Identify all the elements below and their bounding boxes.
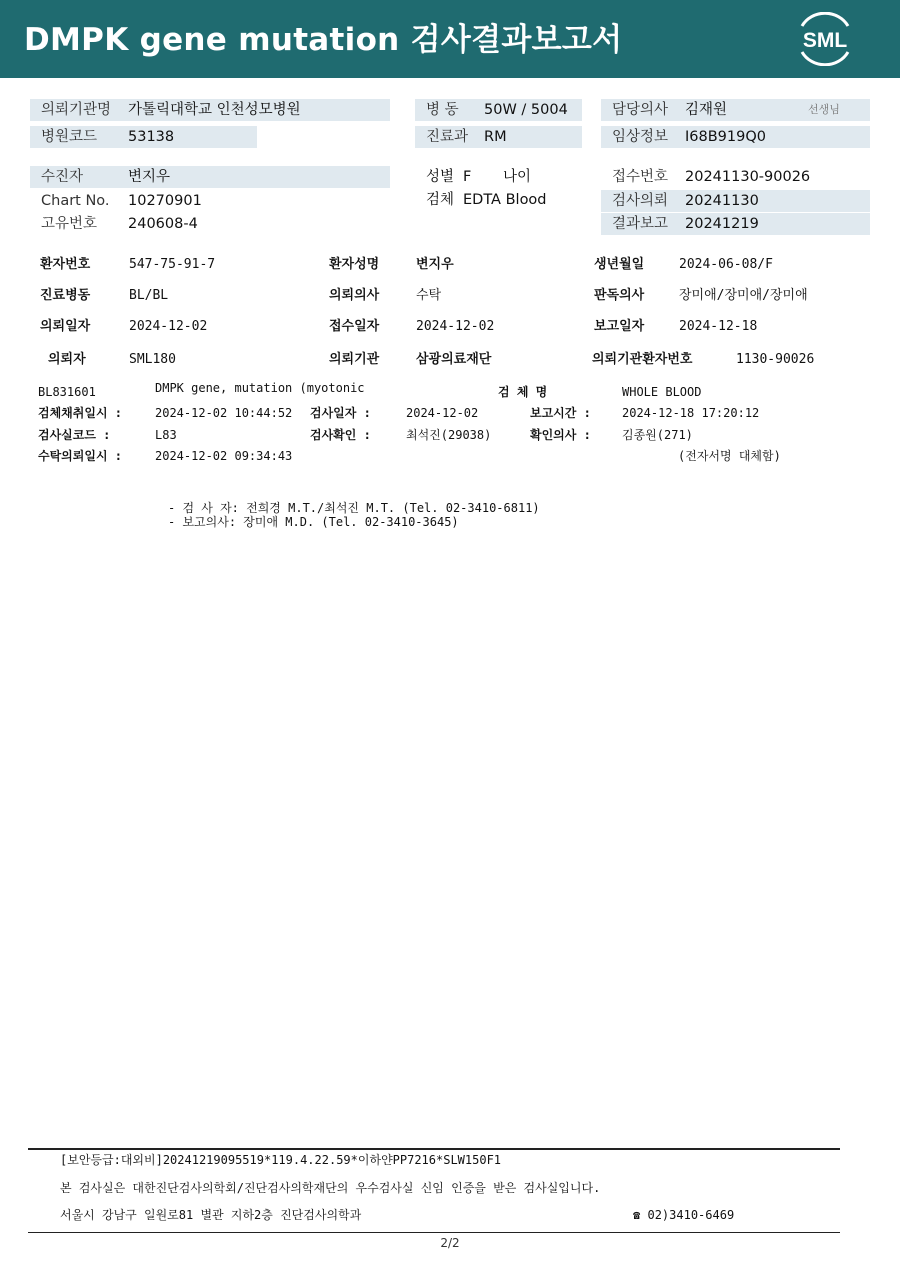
page-number: 2/2 (440, 1236, 460, 1250)
refinst-value: 삼광의료재단 (416, 352, 492, 367)
refdoc-label: 의뢰의사 (329, 288, 380, 303)
patient-value: 변지우 (128, 169, 171, 185)
tester-line: - 검 사 자: 전희경 M.T./최석진 M.T. (Tel. 02-3410-6811) (168, 501, 540, 515)
specimen-value: EDTA Blood (463, 192, 547, 208)
uid-value: 240608-4 (128, 216, 198, 232)
refinst-label: 의뢰기관 (329, 352, 380, 367)
clinical-value: I68B919Q0 (685, 129, 766, 145)
rcvdate-value: 2024-12-02 (416, 319, 495, 334)
confirm-value: 최석진(29038) (406, 428, 492, 442)
collect-value: 2024-12-02 10:44:52 (155, 406, 293, 420)
specimen-label: 검체 (426, 192, 455, 208)
reader-label: 판독의사 (594, 288, 645, 303)
test-code: BL831601 (38, 385, 96, 399)
result-box (601, 213, 870, 235)
testdate-label: 검사일자 : (310, 406, 371, 420)
confirmdoc-label: 확인의사 : (530, 428, 591, 442)
sex-age-row (426, 166, 576, 188)
dward-label: 진료병동 (40, 288, 91, 303)
reqdate-value: 2024-12-02 (129, 319, 208, 334)
phone-number: 02)3410-6469 (647, 1208, 735, 1222)
logo-text: SML (802, 29, 848, 52)
request-value: 20241130 (685, 193, 759, 209)
pname-label: 환자성명 (329, 257, 380, 272)
doctor-value: 김재원 (685, 102, 728, 118)
testdate-value: 2024-12-02 (406, 406, 479, 420)
specimen-row (426, 189, 586, 211)
ward-box (415, 99, 582, 121)
reporttime-label: 보고시간 : (530, 406, 591, 420)
chart-value: 10270901 (128, 193, 202, 209)
patient-box (30, 166, 390, 188)
phone-icon: ☎ (633, 1208, 641, 1222)
instpid-label: 의뢰기관환자번호 (592, 352, 693, 367)
dept-value: RM (484, 129, 507, 145)
result-value: 20241219 (685, 216, 759, 232)
phone-line (633, 1206, 734, 1224)
chart-label: Chart No. (41, 193, 110, 209)
clinical-label: 임상정보 (612, 129, 669, 145)
collect-label: 검체채취일시 : (38, 406, 123, 420)
footer-bottom-rule (28, 1232, 840, 1233)
confirmdoc-value: 김종원(271) (622, 428, 693, 442)
confirm-label: 검사확인 : (310, 428, 371, 442)
age-label: 나이 (503, 169, 532, 185)
doctor-box (601, 99, 870, 121)
reporter-line: - 보고의사: 장미애 M.D. (Tel. 02-3410-3645) (168, 515, 459, 529)
dob-value: 2024-06-08/F (679, 257, 773, 272)
reqdate-label: 의뢰일자 (40, 319, 91, 334)
clinical-box (601, 126, 870, 148)
request-box (601, 190, 870, 212)
receipt-label: 접수번호 (612, 169, 669, 185)
dept-box (415, 126, 582, 148)
footer-top-rule (28, 1148, 840, 1150)
instpid-value: 1130-90026 (736, 352, 815, 367)
rcvdate-label: 접수일자 (329, 319, 380, 334)
report-header (0, 0, 900, 78)
sex-value: F (463, 169, 472, 185)
dward-value: BL/BL (129, 288, 169, 303)
receipt-value: 20241130-90026 (685, 169, 811, 185)
labcode-value: L83 (155, 428, 177, 442)
dept-label: 진료과 (426, 129, 469, 145)
pid-value: 547-75-91-7 (129, 257, 216, 272)
hcode-box (30, 126, 257, 148)
reporttime-value: 2024-12-18 17:20:12 (622, 406, 760, 420)
test-name: DMPK gene, mutation (myotonic (155, 381, 365, 395)
requester-value: SML180 (129, 352, 176, 367)
uid-label: 고유번호 (41, 216, 98, 232)
reader-value: 장미애/장미애/장미애 (679, 288, 808, 303)
uid-row (30, 213, 330, 235)
sml-logo (794, 12, 856, 66)
ward-value: 50W / 5004 (484, 102, 568, 118)
hospital-label: 의뢰기관명 (41, 102, 112, 118)
certification-line: 본 검사실은 대한진단검사의학회/진단검사의학재단의 우수검사실 신임 인증을 받은 검사실입니다. (60, 1181, 601, 1195)
requester-label: 의뢰자 (48, 352, 86, 367)
result-label: 결과보고 (612, 216, 669, 232)
pname-value: 변지우 (416, 257, 454, 272)
hospital-box (30, 99, 390, 121)
ward-label: 병 동 (426, 102, 459, 118)
test-specimen-label: 검 체 명 (498, 385, 548, 399)
receipt-row (601, 166, 870, 188)
report-title: DMPK gene mutation 검사결과보고서 (24, 22, 623, 58)
labcode-label: 검사실코드 : (38, 428, 111, 442)
security-line: [보안등급:대외비]20241219095519*119.4.22.59*이하얀PP7216*SLW150F1 (60, 1153, 502, 1167)
request-label: 검사의뢰 (612, 193, 669, 209)
sex-label: 성별 (426, 169, 455, 185)
hospital-value: 가톨릭대학교 인천성모병원 (128, 102, 301, 118)
consign-value: 2024-12-02 09:34:43 (155, 449, 293, 463)
patient-label: 수진자 (41, 169, 84, 185)
dob-label: 생년월일 (594, 257, 645, 272)
refdoc-value: 수탁 (416, 288, 442, 303)
repdate-value: 2024-12-18 (679, 319, 758, 334)
address-line: 서울시 강남구 일원로81 별관 지하2층 진단검사의학과 (60, 1208, 362, 1222)
chart-row (30, 190, 330, 212)
hcode-label: 병원코드 (41, 129, 98, 145)
doctor-suffix: 선생님 (808, 103, 840, 116)
test-specimen-value: WHOLE BLOOD (622, 385, 702, 399)
hcode-value: 53138 (128, 129, 175, 145)
pid-label: 환자번호 (40, 257, 91, 272)
consign-label: 수탁의뢰일시 : (38, 449, 123, 463)
repdate-label: 보고일자 (594, 319, 645, 334)
esign-note: (전자서명 대체함) (678, 449, 781, 463)
doctor-label: 담당의사 (612, 102, 669, 118)
